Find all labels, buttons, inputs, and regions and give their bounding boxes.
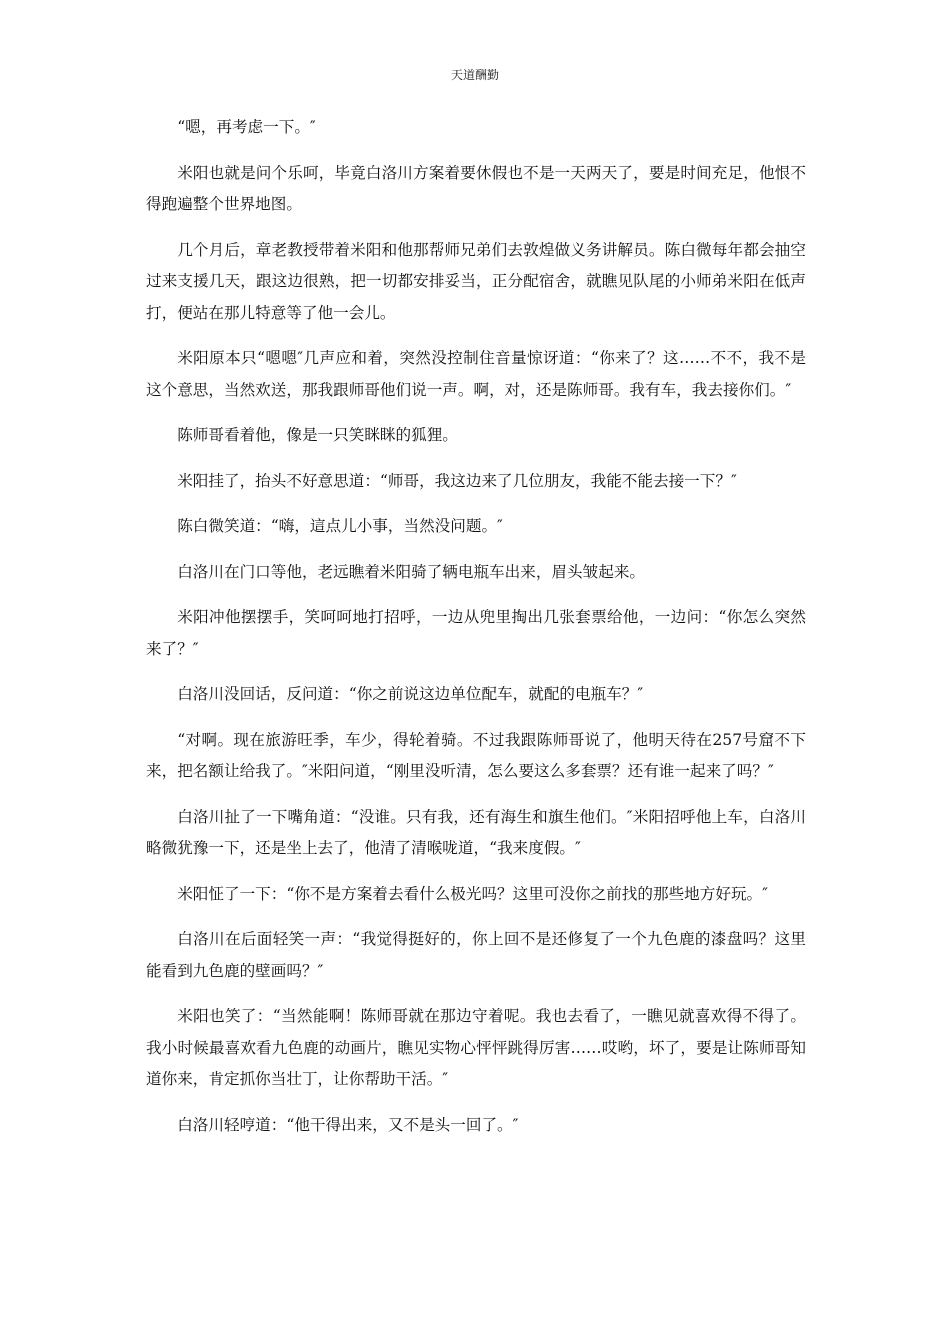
paragraph: 米阳原本只“嗯嗯″几声应和着，突然没控制住音量惊讶道：“你来了？这……不不，我不是这个意思，当然欢送，那我跟师哥他们说一声。啊，对，还是陈师哥。我有车，我去接你们。″ — [146, 349, 806, 399]
paragraph: 白洛川没回话，反问道：“你之前说这边单位配车，就配的电瓶车？″ — [177, 685, 644, 703]
paragraph: 米阳怔了一下：“你不是方案着去看什么极光吗？这里可没你之前找的那些地方好玩。″ — [177, 884, 768, 903]
paragraph: 米阳冲他摆摆手，笑呵呵地打招呼，一边从兜里掏出几张套票给他，一边问：“你怎么突然来了？″ — [146, 608, 806, 658]
paragraph: 白洛川在门口等他，老远瞧着米阳骑了辆电瓶车出来，眉头皱起来。 — [177, 562, 646, 581]
paragraph: 白洛川在后面轻笑一声：“我觉得挺好的，你上回不是还修复了一个九色鹿的漆盘吗？这里能看到九色鹿的壁画吗？″ — [146, 930, 806, 980]
paragraph: 米阳也笑了：“当然能啊！陈师哥就在那边守着呢。我也去看了，一瞧见就喜欢得不得了。我小时候最喜欢看九色鹿的动画片，瞧见实物心怦怦跳得厉害……哎哟，坏了，要是让陈师哥知道你来，肯定抓你当壮丁，让你帮助干活。″ — [146, 1007, 806, 1088]
paragraph: 陈白微笑道：“嗨，這点儿小事，当然没问题。″ — [177, 517, 503, 535]
paragraph: 米阳也就是问个乐呵，毕竟白洛川方案着要休假也不是一天两天了，要是时间充足，他恨不得跑遍整个世界地图。 — [146, 163, 806, 213]
paragraph: 白洛川扯了一下嘴角道：“没谁。只有我，还有海生和旗生他们。″米阳招呼他上车，白洛川略微犹豫一下，还是坐上去了，他清了清喉咙道，“我来度假。″ — [146, 807, 806, 857]
paragraph: “嗯，再考虑一下。″ — [177, 118, 316, 136]
paragraph: 陈师哥看着他，像是一只笑眯眯的狐狸。 — [177, 426, 458, 444]
paragraph: 白洛川轻哼道：“他干得出来，又不是头一回了。″ — [177, 1115, 519, 1134]
paragraph: “对啊。现在旅游旺季，车少，得轮着骑。不过我跟陈师哥说了，他明天待在257号窟不下来，把名额让给我了。″米阳问道，“刚里没听清，怎么要这么多套票？还有谁一起来了吗？″ — [146, 730, 806, 780]
document-body — [146, 112, 806, 1155]
paragraph: 米阳挂了，抬头不好意思道：“师哥，我这边来了几位朋友，我能不能去接一下？″ — [177, 471, 737, 490]
page-header: 天道酬勤 — [450, 68, 499, 82]
paragraph: 几个月后，章老教授带着米阳和他那帮师兄弟们去敦煌做义务讲解员。陈白微每年都会抽空过来支援几天，跟这边很熟，把一切都安排妥当，正分配宿舍，就瞧见队尾的小师弟米阳在低声打，便站在那儿特意等了他一会儿。 — [146, 240, 806, 322]
